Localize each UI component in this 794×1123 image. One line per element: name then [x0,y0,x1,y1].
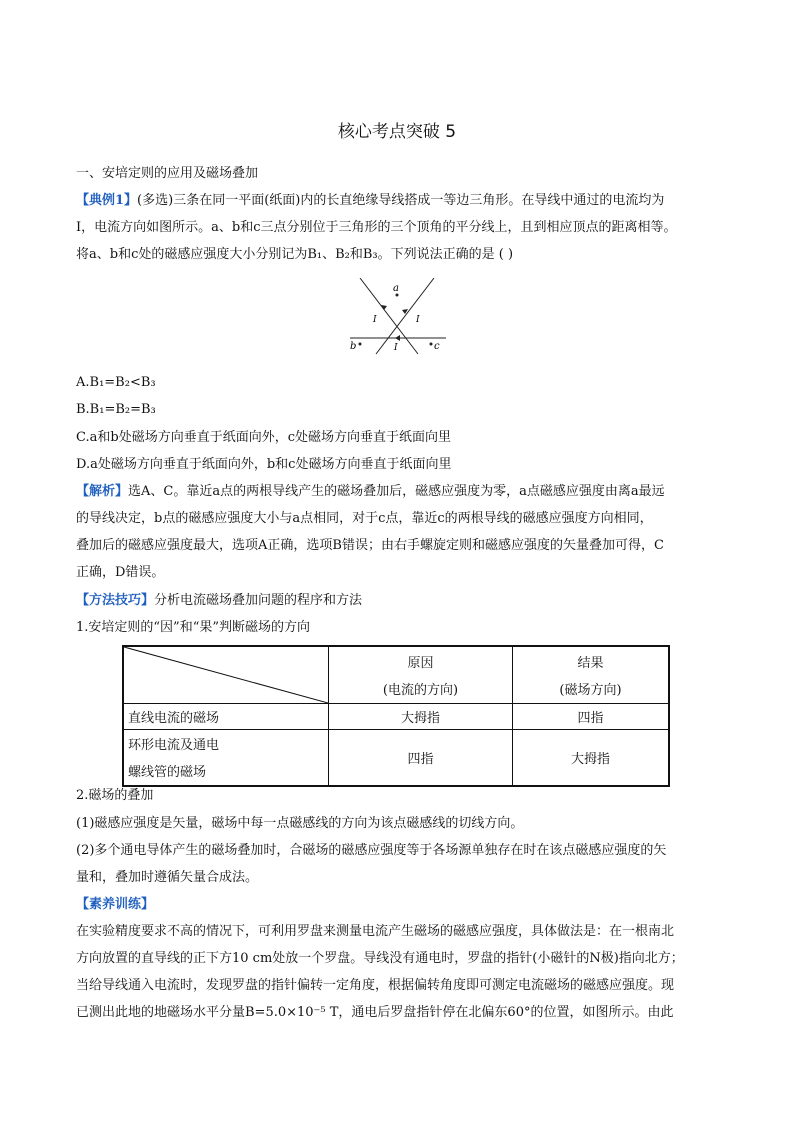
superpose-p1: (1)磁感应强度是矢量，磁场中每一点磁感线的方向为该点磁感线的切线方向。 [76,816,524,831]
method-line [76,592,362,610]
table-row [123,704,669,730]
example-text-1: (多选)三条在同一平面(纸面)内的长直绝缘导线搭成一等边三角形。在导线中通过的电流均为 [137,193,665,208]
label-b: b [350,341,357,352]
superpose-heading: 2.磁场的叠加 [76,788,154,803]
table-row [123,730,669,786]
row-cause: 四指 [329,730,513,786]
option-c: C.a和b处磁场方向垂直于纸面向外，c处磁场方向垂直于纸面向里 [76,430,451,445]
table-head-cause [329,646,513,704]
diagonal-line [124,647,328,703]
current-label-left: I [373,315,377,325]
head-effect-sub: (磁场方向) [559,683,622,698]
head-cause-sub: (电流的方向) [382,683,459,698]
option-a: A.B₁=B₂<B₃ [76,375,156,390]
analysis-line-4: 正确，D错误。 [76,565,165,580]
option-d: D.a处磁场方向垂直于纸面向外，b和c处磁场方向垂直于纸面向里 [76,457,452,472]
table-head-effect [512,646,669,704]
head-effect-label: 结果 [577,656,604,671]
row-label-line-1: 环形电流及通电 [128,738,220,754]
row-effect: 四指 [512,704,669,730]
head-cause-label: 原因 [407,656,434,671]
method-text: 分析电流磁场叠加问题的程序和方法 [154,593,363,608]
point-b [359,343,362,346]
example-line-3: 将a、b和c处的磁感应强度大小分别记为B₁、B₂和B₃。下列说法正确的是 ( ) [76,247,514,262]
superpose-p2-line-2: 量和，叠加时遵循矢量合成法。 [76,870,259,885]
label-a: a [393,283,399,294]
option-b: B.B₁=B₂=B₃ [76,402,156,417]
training-tag: 【素养训练】 [76,897,155,912]
analysis-tag: 【解析】 [76,484,129,499]
superpose-p2-line-1: (2)多个通电导体产生的磁场叠加时，合磁场的磁感应强度等于各场源单独存在时在该点磁感应强度的矢 [76,843,667,858]
method-table [122,645,670,787]
method-item-1: 1.安培定则的“因”和“果”判断磁场的方向 [76,620,310,635]
analysis-line-2: 的导线决定，b点的磁感应强度大小与a点相同，对于c点，靠近c的两根导线的磁感应强度方向相同， [76,511,653,526]
page-title: 核心考点突破 5 [337,122,457,142]
table-corner-cell [123,646,329,704]
wire-left [360,278,418,354]
arrow-icon [395,335,400,341]
triangle-diagram [342,278,452,356]
analysis-line-1 [76,483,665,501]
wire-right [376,278,434,354]
table-header-row [123,646,669,704]
example-line-2: I，电流方向如图所示。a、b和c三点分别位于三角形的三个顶角的平分线上，且到相应顶点的距离相等。 [76,220,677,235]
current-label-bottom: I [394,343,398,353]
point-c [430,343,433,346]
example-line-1 [76,192,664,210]
analysis-line-3: 叠加后的磁感应强度最大，选项A正确，选项B错误；由右手螺旋定则和磁感应强度的矢量叠加可得，C [76,538,664,553]
training-line-3: 当给导线通入电流时，发现罗盘的指针偏转一定角度，根据偏转角度即可测定电流磁场的磁感应强度。现 [76,978,675,993]
row-label-line-2: 螺线管的磁场 [128,765,207,781]
method-tag: 【方法技巧】 [76,593,155,608]
training-line-1: 在实验精度要求不高的情况下，可利用罗盘来测量电流产生磁场的磁感应强度，具体做法是：在一根南北 [76,924,675,939]
row-cause: 大拇指 [329,704,513,730]
training-line-2: 方向放置的直导线的正下方10 cm处放一个罗盘。导线没有通电时，罗盘的指针(小磁针的N极)指向北方； [76,951,684,966]
label-c: c [434,341,440,352]
row-effect: 大拇指 [512,730,669,786]
example-tag: 【典例1】 [76,193,138,208]
section-heading: 一、安培定则的应用及磁场叠加 [76,166,259,181]
training-line-4: 已测出此地的地磁场水平分量B=5.0×10⁻⁵ T，通电后罗盘指针停在北偏东60°的位置，如图所示。由此 [76,1005,674,1020]
row-label: 直线电流的磁场 [123,704,329,730]
current-label-right: I [416,315,420,325]
analysis-text-1: 选A、C。靠近a点的两根导线产生的磁场叠加后，磁感应强度为零，a点磁感应强度由离a最远 [128,484,665,499]
row-label [123,730,329,786]
